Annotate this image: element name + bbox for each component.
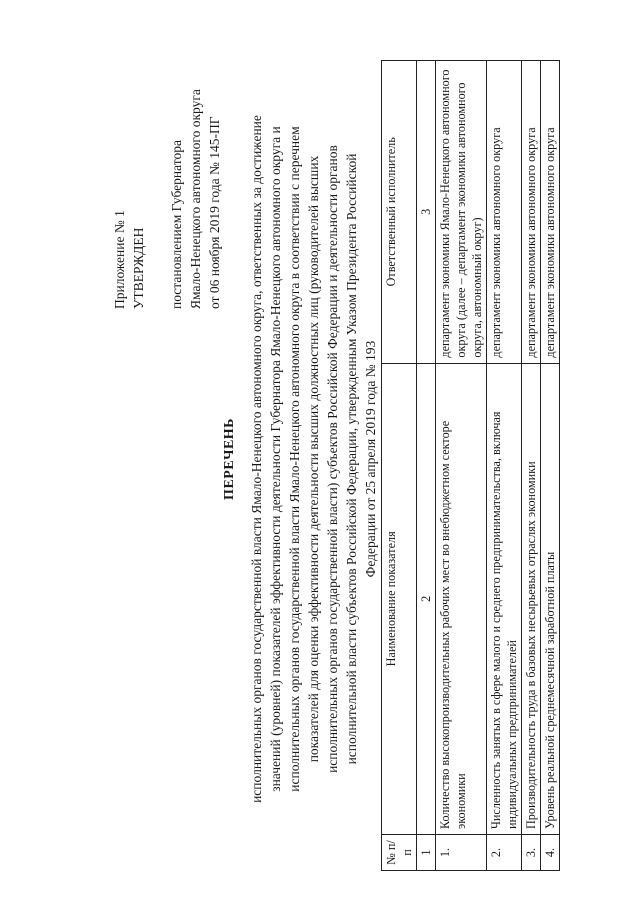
approval-block bbox=[110, 69, 224, 309]
row-number: 2. bbox=[487, 835, 522, 871]
row-number: 1. bbox=[436, 835, 487, 871]
row-number: 3. bbox=[522, 835, 541, 871]
indicator-name: Численность занятых в сфере малого и среднего предпринимательства, включая индивидуальных предпринимателей bbox=[487, 363, 522, 834]
column-number: 3 bbox=[417, 61, 436, 364]
indicator-name: Уровень реальной среднемесячной заработной платы bbox=[541, 363, 560, 834]
decree-date: от 06 ноября 2019 года № 145-ПГ bbox=[207, 116, 222, 309]
row-number: 4. bbox=[541, 835, 560, 871]
responsible-executor: департамент экономики автономного округа bbox=[487, 61, 522, 364]
header-executor: Ответственный исполнитель bbox=[382, 61, 417, 364]
approved-label: УТВЕРЖДЕН bbox=[131, 227, 146, 309]
responsible-executor: департамент экономики автономного округа bbox=[522, 61, 541, 364]
indicators-table bbox=[381, 60, 560, 871]
subtitle-line: значений (уровней) показателей эффективности деятельности Губернатора Ямало-Ненецкого автономного округа и bbox=[268, 126, 283, 792]
table-row bbox=[487, 61, 522, 871]
table-row bbox=[436, 61, 487, 871]
decree-authority: Ямало-Ненецкого автономного округа bbox=[188, 89, 203, 309]
header-indicator: Наименование показателя bbox=[382, 363, 417, 834]
subtitle-line: исполнительных органов государственной власти) субъектов Российской Федерации и деятельности органов bbox=[325, 145, 340, 773]
document-title: ПЕРЕЧЕНЬ bbox=[222, 418, 237, 500]
document-subtitle bbox=[247, 69, 380, 849]
indicator-name: Производительность труда в базовых несырьевых отраслях экономики bbox=[522, 363, 541, 834]
table-row bbox=[522, 61, 541, 871]
header-number: № п/п bbox=[382, 835, 417, 871]
indicator-name: Количество высокопроизводительных рабочих мест во внебюджетном секторе экономики bbox=[436, 363, 487, 834]
decree-line: постановлением Губернатора bbox=[169, 140, 184, 309]
subtitle-line: Федерации от 25 апреля 2019 года № 193 bbox=[363, 340, 378, 578]
responsible-executor: департамент экономики автономного округа bbox=[541, 61, 560, 364]
column-number: 2 bbox=[417, 363, 436, 834]
column-number-row bbox=[417, 61, 436, 871]
appendix-number: Приложение № 1 bbox=[112, 210, 127, 309]
subtitle-line: исполнительных органов государственной власти Ямало-Ненецкого автономного округа, ответственных за достижение bbox=[249, 115, 264, 803]
subtitle-line: исполнительных органов государственной власти Ямало-Ненецкого автономного округа в соответствии с перечнем bbox=[287, 126, 302, 792]
subtitle-line: показателей для оценки эффективности деятельности высших должностных лиц (руководителей высших bbox=[306, 155, 321, 763]
column-number: 1 bbox=[417, 835, 436, 871]
subtitle-line: исполнительной власти субъектов Российской Федерации, утвержденным Указом Президента Российской bbox=[344, 153, 359, 765]
table-header-row bbox=[382, 61, 417, 871]
responsible-executor: департамент экономики Ямало-Ненецкого автономного округа (далее – департамент экономики автономного округа, автономный округ) bbox=[436, 61, 487, 364]
table-row bbox=[541, 61, 560, 871]
